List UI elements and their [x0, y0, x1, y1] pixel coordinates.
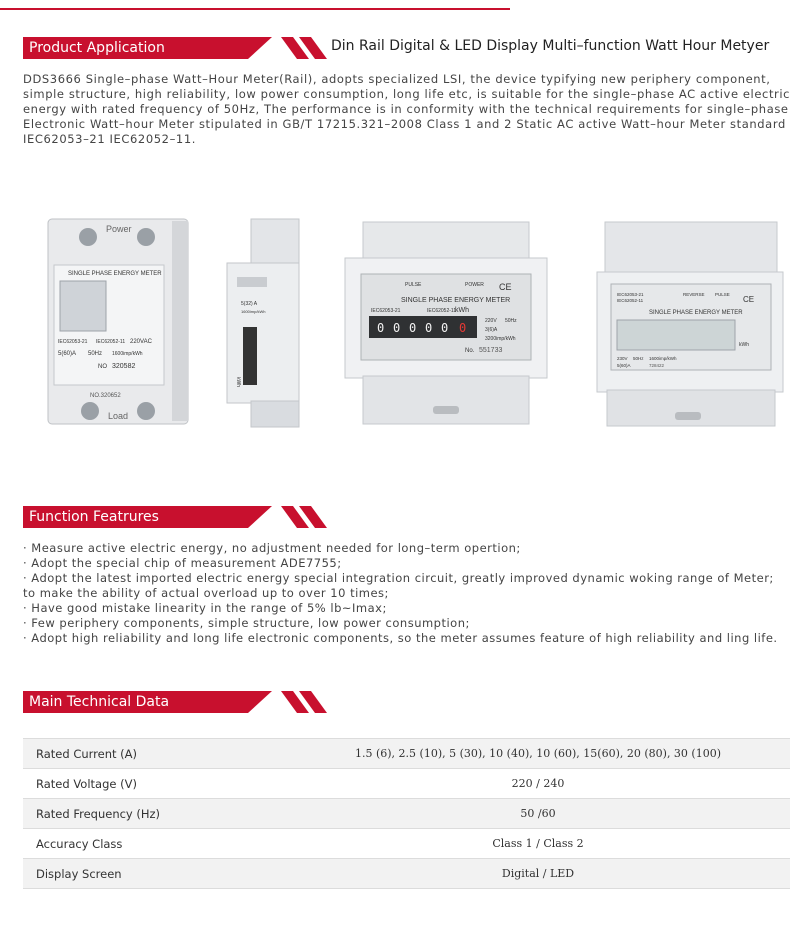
feature-item: · Adopt high reliability and long life electronic components, so the meter assumes feature of high reliability and ling life. [23, 631, 778, 645]
meter-image-2 [213, 217, 313, 429]
counter-digit: 0 [377, 321, 385, 335]
std-label-1: IEC62053-21 [617, 292, 644, 297]
counter-digit: 0 [459, 321, 467, 335]
serial-no-label: No. [465, 348, 475, 354]
spec-value: 50 /60 [286, 799, 790, 829]
meter-image-3 [335, 220, 557, 428]
spec-value: Class 1 / Class 2 [286, 829, 790, 859]
meter-title: SINGLE PHASE ENERGY METER [68, 271, 162, 277]
top-accent-line [0, 0, 510, 10]
product-gallery [23, 205, 793, 440]
spec-label: Accuracy Class [23, 829, 286, 859]
freq-label: 50Hz [88, 351, 103, 357]
spec-label: Rated Frequency (Hz) [23, 799, 286, 829]
feature-item: · Few periphery components, simple structure, low power consumption; [23, 616, 470, 630]
pulse-label: PULSE [405, 282, 422, 288]
spec-label: Rated Current (A) [23, 739, 286, 769]
pulse-label: PULSE [715, 292, 730, 297]
voltage-label: 220VAC [130, 339, 152, 345]
section-title: Main Technical Data [23, 691, 248, 713]
spec-value: Digital / LED [286, 859, 790, 889]
unit-label: kWh [739, 342, 749, 348]
table-row [23, 829, 790, 859]
serial-number: 728422 [649, 363, 665, 368]
std-label-1: IEC62053-21 [58, 339, 88, 345]
std-label-2: IEC62052-11 [96, 339, 126, 345]
stripes-icon [281, 691, 341, 713]
spec-label: Rated Voltage (V) [23, 769, 286, 799]
feature-item: · Measure active electric energy, no adjustment needed for long–term opertion; [23, 541, 521, 555]
spec-label: Display Screen [23, 859, 286, 889]
spec-value: 1.5 (6), 2.5 (10), 5 (30), 10 (40), 10 (60), 15(60), 20 (80), 30 (100) [286, 739, 790, 769]
imp-label: 1600imp/kWh [649, 356, 677, 361]
feature-item: · Adopt the latest imported electric energy special integration circuit, greatly improved dynamic woking range of Meter; [23, 571, 774, 585]
rating-label: 5(32) A [241, 301, 258, 307]
counter-digit: 0 [441, 321, 449, 335]
serial-number-2: NO.320652 [90, 393, 121, 399]
feature-item: · Adopt the special chip of measurement ADE7755; [23, 556, 342, 570]
counter-digit: 0 [393, 321, 401, 335]
std-label-2: IEC62052-11 [427, 308, 457, 314]
section-title: Function Featrures [23, 506, 248, 528]
serial-number: 551733 [479, 347, 503, 354]
feature-list [23, 541, 798, 646]
voltage-label: 230V [617, 356, 628, 361]
product-description: DDS3666 Single–phase Watt–Hour Meter(Rail), adopts specialized LSI, the device typifying new periphery component, simple structure, high reliability, low power consumption, long life etc, is suitable for the single–phase AC active electric energy with rated frequency of 50Hz, The performance is in conformity with the technical requirements for single–phase Electronic Watt–hour Meter stipulated in GB/T 17215.321–2008 Class 1 and 2 Static AC active Watt–hour Meter standard IEC62053–21 IEC62052–11. [23, 72, 791, 146]
section-header-technical [23, 691, 423, 713]
meter-title: SINGLE PHASE ENERGY METER [649, 310, 743, 316]
unit-label: kWh [455, 307, 469, 314]
power-label: Power [106, 224, 132, 234]
section-title: Product Application [23, 37, 248, 59]
ce-mark: CE [499, 282, 512, 292]
imp-label: 1600imp/kWh [241, 309, 266, 314]
std-label-1: IEC62053-21 [371, 308, 401, 314]
stripes-icon [281, 506, 341, 528]
imp-label: 3200imp/kWh [485, 336, 516, 342]
ce-mark: CE [743, 295, 755, 304]
load-label: Load [108, 411, 129, 421]
serial-number: 320582 [112, 363, 136, 370]
current-label: 5(60)A [617, 363, 631, 368]
counter-digit: 0 [425, 321, 433, 335]
std-label-2: IEC62052-11 [617, 298, 644, 303]
feature-item: · Have good mistake linearity in the range of 5% lb~Imax; [23, 601, 387, 615]
current-label: 5(60)A [58, 351, 77, 357]
voltage-label: 220V [485, 318, 497, 324]
table-row [23, 769, 790, 799]
counter-digit: 0 [409, 321, 417, 335]
table-row [23, 799, 790, 829]
feature-item: to make the ability of actual overload up to over 10 times; [23, 586, 389, 600]
unit-label: kWh [235, 377, 241, 387]
imp-label: 1600imp/kWh [112, 351, 143, 357]
reverse-label: REVERSE [683, 292, 705, 297]
product-subtitle: Din Rail Digital & LED Display Multi–function Watt Hour Metyer [331, 38, 770, 54]
section-header-features [23, 506, 423, 528]
meter-image-4 [593, 220, 788, 430]
meter-image-1 [38, 215, 196, 430]
current-label: 3(6)A [485, 327, 498, 333]
freq-label: 50Hz [633, 356, 644, 361]
table-row [23, 739, 790, 769]
power-label: POWER [465, 282, 484, 288]
freq-label: 50Hz [505, 318, 517, 324]
serial-no-label: NO [98, 364, 107, 370]
spec-value: 220 / 240 [286, 769, 790, 799]
meter-title: SINGLE PHASE ENERGY METER [401, 297, 511, 304]
table-row [23, 859, 790, 889]
technical-data-table [23, 738, 790, 889]
